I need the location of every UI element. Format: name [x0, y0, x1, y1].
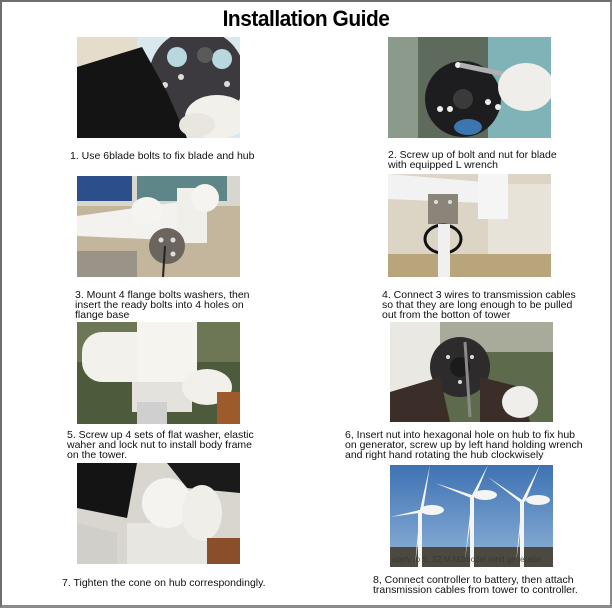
- caption-line: 1. Use 6blade bolts to fix blade and hub: [70, 150, 255, 162]
- step-5-caption: [67, 430, 254, 460]
- caption-line: out from the botton of tower: [382, 309, 511, 321]
- caption-line: with equipped L wrench: [388, 159, 498, 171]
- caption-line: on the tower.: [67, 449, 128, 461]
- caption-line: 6, Insert nut into hexagonal hole on hub to fix hub: [345, 429, 576, 441]
- caption-line: and right hand rotating the hub clockwisely: [345, 449, 544, 461]
- caption-line: 7. Tighten the cone on hub correspondingly.: [62, 577, 266, 589]
- caption-line: transmission cables from tower to controller.: [373, 584, 578, 596]
- hub-generator-wrench-photo: [390, 322, 553, 422]
- flange-bolts-photo: [77, 176, 240, 277]
- caption-line: insert the ready bolts into 4 holes on: [75, 299, 244, 311]
- blade-hub-bolts-photo: [77, 37, 240, 138]
- step-7-caption: [62, 578, 266, 588]
- caption-line: waher and lock nut to install body frame: [67, 439, 253, 451]
- cone-hub-photo: [77, 463, 240, 564]
- wires-flange-photo: [388, 174, 551, 277]
- page-title: Installation Guide: [222, 6, 390, 31]
- step-1-caption: [70, 151, 254, 161]
- caption-line: 3. Mount 4 flange bolts washers, then: [75, 289, 250, 301]
- model-overlay-text: apply to S, S2,M,M2model wind generator: [392, 555, 541, 564]
- caption-line: 8, Connect controller to battery, then attach: [373, 574, 574, 586]
- l-wrench-hub-photo: [388, 37, 551, 138]
- step-4-caption: [382, 290, 576, 320]
- step-8-caption: [373, 575, 578, 595]
- caption-line: 4. Connect 3 wires to transmission cables: [382, 289, 576, 301]
- step-6-caption: [345, 430, 583, 460]
- step-3-caption: [75, 290, 250, 320]
- caption-line: 2. Screw up of bolt and nut for blade: [388, 149, 557, 161]
- caption-line: 5. Screw up 4 sets of flat washer, elastic: [67, 429, 254, 441]
- body-frame-tower-photo: [77, 322, 240, 424]
- wind-turbines-photo: [390, 465, 553, 567]
- caption-line: so that they are long enough to be pulled: [382, 299, 573, 311]
- caption-line: flange base: [75, 309, 130, 321]
- caption-line: on generator, screw up by left hand holding wrench: [345, 439, 583, 451]
- step-2-caption: [388, 150, 557, 170]
